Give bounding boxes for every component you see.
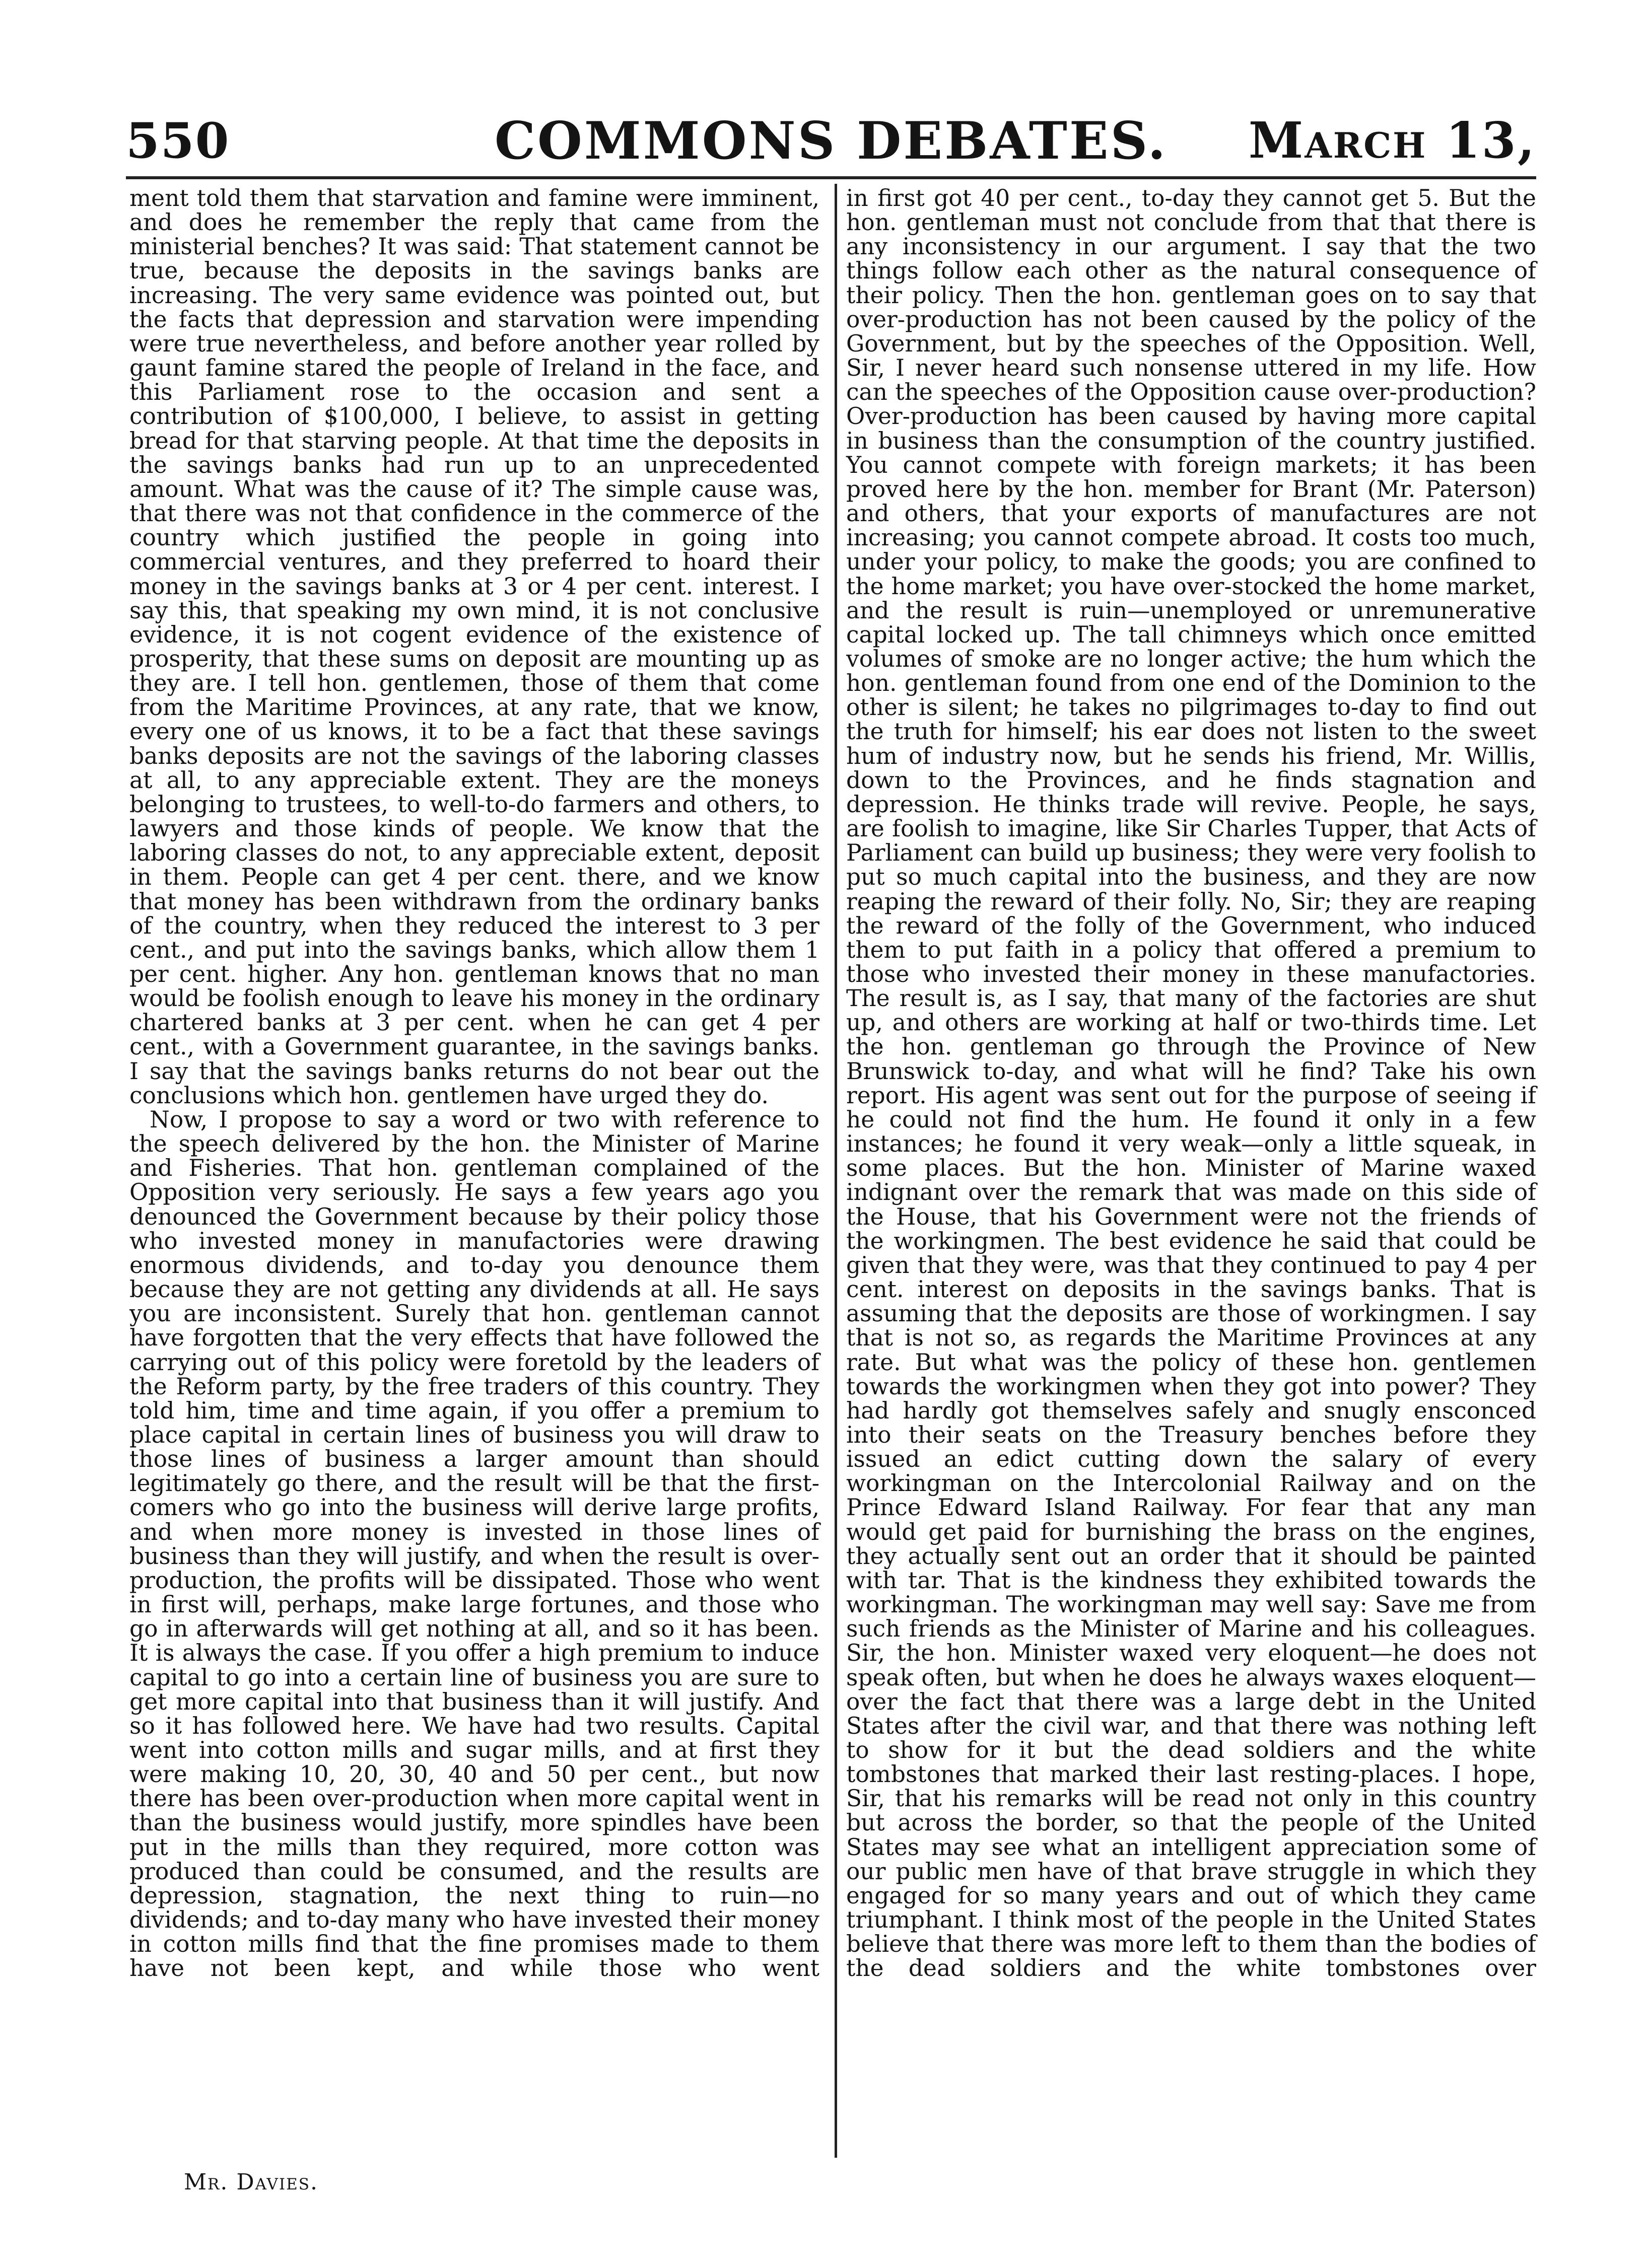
speaker-footer: Mr. Davies. xyxy=(184,2169,318,2195)
left-paragraph-2: Now, I propose to say a word or two with reference to the speech delivered by the hon. the Minister of Marine and Fisheries. That hon. gentleman complained of the Opposition very seriously. He says a few years ago you denounced the Government because by their policy those who invested money in manufactories were drawing enormous dividends, and to-day you denounce them because they are not getting any dividends at all. He says you are inconsistent. Surely that hon. gentleman cannot have forgotten that the very effects that have followed the carrying out of this policy were foretold by the leaders of the Reform party, by the free traders of this country. They told him, time and time again, if you offer a premium to place capital in certain lines of business you will draw to those lines of business a larger amount than should legitimately go there, and the result will be that the first-comers who go into the business will derive large profits, and when more money is invested in those lines of business than they will justify, and when the result is over-production, the profits will be dissipated. Those who went in first will, perhaps, make large fortunes, and those who go in afterwards will get nothing at all, and so it has been. It is always the case. If you offer a high premium to induce capital to go into a certain line of business you are sure to get more capital into that business than it will justify. And so it has followed here. We have had two results. Capital went into cotton mills and sugar mills, and at first they were making 10, 20, 30, 40 and 50 per cent., but now there has been over-production when more capital went in than the business would justify, more spindles have been put in the mills than they required, more cotton was produced than could be consumed, and the results are depression, stagnation, the next thing to ruin—no dividends; and to-day many who have invested their money in cotton mills find that the fine promises made to them have not been kept, and while those who went xyxy=(129,1106,819,1982)
page-date: March 13, xyxy=(1248,112,1536,170)
column-divider xyxy=(835,184,837,2158)
right-paragraph-1: in first got 40 per cent., to-day they cannot get 5. But the hon. gentleman must not conclude from that that there is any inconsistency in our argument. I say that the two things follow each other as the natural consequence of their policy. Then the hon. gentleman goes on to say that over-production has not been caused by the policy of the Government, but by the speeches of the Opposition. Well, Sir, I never heard such nonsense uttered in my life. How can the speeches of the Opposition cause over-production? Over-production has been caused by having more capital in business than the consumption of the country justified. You cannot compete with foreign markets; it has been proved here by the hon. member for Brant (Mr. Paterson) and others, that your exports of manufactures are not increasing; you cannot compete abroad. It costs too much, under your policy, to make the goods; you are confined to the home market; you have over-stocked the home market, and the result is ruin—unemployed or unremunerative capital locked up. The tall chimneys which once emitted volumes of smoke are no longer active; the hum which the hon. gentleman found from one end of the Dominion to the other is silent; he takes no pilgrimages to-day to find out the truth for himself; his ear does not listen to the sweet hum of industry now, but he sends his friend, Mr. Willis, down to the Provinces, and he finds stagnation and depression. He thinks trade will revive. People, he says, are foolish to imagine, like Sir Charles Tupper, that Acts of Parliament can build up business; they were very foolish to put so much capital into the business, and they are now reaping the reward of their folly. No, Sir; they are reaping the reward of the folly of the Government, who induced them to put faith in a policy that offered a premium to those who invested their money in these manufactories. The result is, as I say, that many of the factories are shut up, and others are working at half or two-thirds time. Let the hon. gentleman go through the Province of New Brunswick to-day, and what will he find? Take his own report. His agent was sent out for the purpose of seeing if he could not find the hum. He found it only in a few instances; he found it very weak—only a little squeak, in some places. But the hon. Minister of Marine waxed indignant over the remark that was made on this side of the House, that his Government were not the friends of the workingmen. The best evidence he said that could be given that they were, was that they continued to pay 4 per cent. interest on deposits in the savings banks. That is assuming that the deposits are those of workingmen. I say that is not so, as regards the Maritime Provinces at any rate. But what was the policy of these hon. gentlemen towards the workingmen when they got into power? They had hardly got themselves safely and snugly ensconced into their seats on the Treasury benches before they issued an edict cutting down the salary of every workingman on the Intercolonial Railway and on the Prince Edward Island Railway. For fear that any man would get paid for burnishing the brass on the engines, they actually sent out an order that it should be painted with tar. That is the kindness they exhibited towards the workingman. The workingman may well say: Save me from such friends as the Minister of Marine and his colleagues. Sir, the hon. Minister waxed very eloquent—he does not speak often, but when he does he always waxes eloquent—over the fact that there was a large debt in the United States after the civil war, and that there was nothing left to show for it but the dead soldiers and the white tombstones that marked their last resting-places. I hope, Sir, that his remarks will be read not only in this country but across the border, so that the people of the United States may see what an intelligent appreciation some of our public men have of that brave struggle in which they engaged for so many years and out of which they came triumphant. I think most of the people in the United States believe that there was more left to them than the bodies of the dead soldiers and the white tombstones over xyxy=(846,185,1536,1982)
left-column xyxy=(129,186,819,1981)
page-number: 550 xyxy=(126,112,230,169)
header-rule xyxy=(126,176,1536,179)
left-paragraph-1: ment told them that starvation and famine were imminent, and does he remember the reply that came from the ministerial benches? It was said: That statement cannot be true, because the deposits in the savings banks are increasing. The very same evidence was pointed out, but the facts that depression and starvation were impending were true nevertheless, and before another year rolled by gaunt famine stared the people of Ireland in the face, and this Parliament rose to the occasion and sent a contribution of $100,000, I believe, to assist in getting bread for that starving people. At that time the deposits in the savings banks had run up to an unprecedented amount. What was the cause of it? The simple cause was, that there was not that confidence in the commerce of the country which justified the people in going into commercial ventures, and they preferred to hoard their money in the savings banks at 3 or 4 per cent. interest. I say this, that speaking my own mind, it is not conclusive evidence, it is not cogent evidence of the existence of prosperity, that these sums on deposit are mounting up as they are. I tell hon. gentlemen, those of them that come from the Maritime Provinces, at any rate, that we know, every one of us knows, it to be a fact that these savings banks deposits are not the savings of the laboring classes at all, to any appreciable extent. They are the moneys belonging to trustees, to well-to-do farmers and others, to lawyers and those kinds of people. We know that the laboring classes do not, to any appreciable extent, deposit in them. People can get 4 per cent. there, and we know that money has been withdrawn from the ordinary banks of the country, when they reduced the interest to 3 per cent., and put into the savings banks, which allow them 1 per cent. higher. Any hon. gentleman knows that no man would be foolish enough to leave his money in the ordinary chartered banks at 3 per cent. when he can get 4 per cent., with a Government guarantee, in the savings banks. I say that the savings banks returns do not bear out the conclusions which hon. gentlemen have urged they do. xyxy=(129,185,819,1109)
right-column xyxy=(846,186,1536,1981)
page-header xyxy=(126,108,1536,174)
page-title: COMMONS DEBATES. xyxy=(494,111,1168,171)
